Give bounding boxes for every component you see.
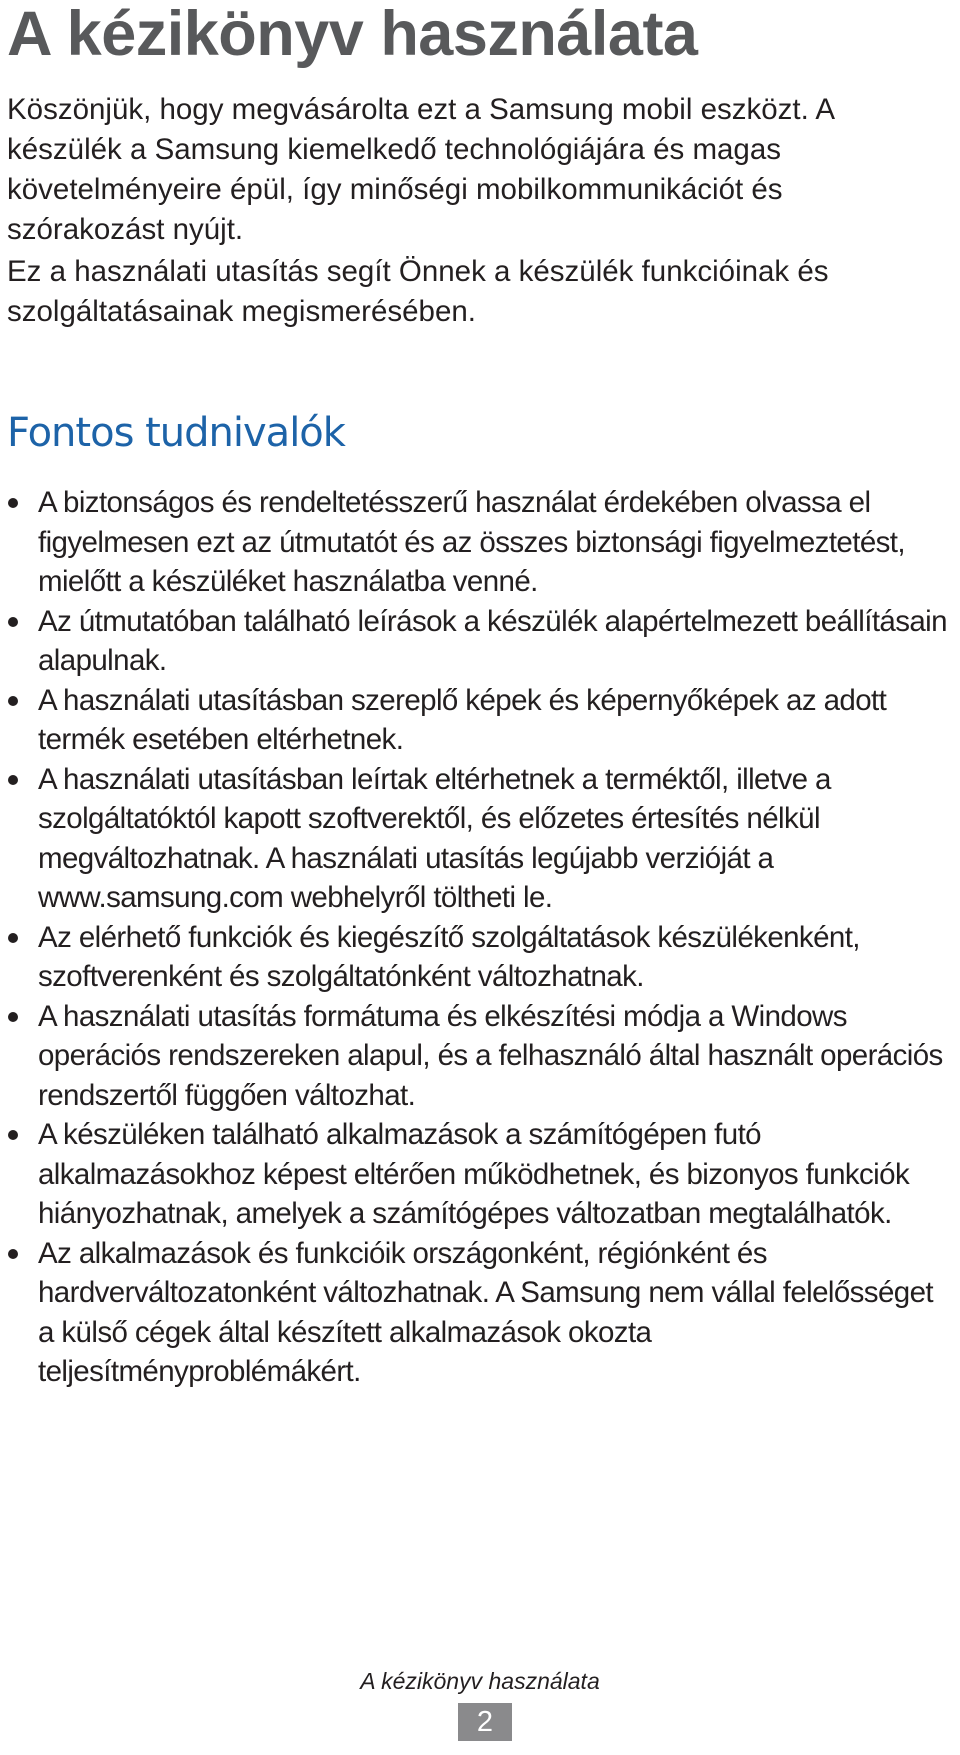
notice-text: A biztonságos és rendeltetésszerű használat érdekében olvassa el figyelmesen ezt az útmutatót és az összes biztonsági figyelmeztetést, mielőtt a készüléket használatba venné. [38,486,905,598]
intro-paragraph: Köszönjük, hogy megvásárolta ezt a Samsung mobil eszközt. A készülék a Samsung kiemelkedő technológiájára és magas követelményeire épül, így minőségi mobilkommunikációt és szórakozást nyújt. [7,93,834,246]
notice-item [0,681,960,760]
notice-text: Az útmutatóban található leírások a készülék alapértelmezett beállításain alapulnak. [38,604,947,677]
notice-item [0,602,960,681]
notice-text: A készüléken található alkalmazások a számítógépen futó alkalmazásokhoz képest eltérően működhetnek, és bizonyos funkciók hiányozhatnak, amelyek a számítógépes változatban megtalálhatók. [38,1118,910,1230]
bullet-icon [8,1012,18,1022]
notice-text: A használati utasítás formátuma és elkészítési módja a Windows operációs rendszereken alapul, és a felhasználó által használt operációs rendszertől függően változhat. [38,999,943,1112]
bullet-icon [8,933,18,943]
footer-section-label: A kézikönyv használata [360,1668,600,1694]
bullet-icon [8,696,18,706]
bullet-icon [8,498,18,508]
notice-list [0,483,960,1392]
notice-item [0,1115,960,1234]
bullet-icon [8,617,18,627]
notice-text: A használati utasításban szereplő képek és képernyőképek az adott termék esetében eltérhetnek. [38,683,887,756]
bullet-icon [8,1249,18,1259]
bullet-icon [8,775,18,785]
page-title: A kézikönyv használata [7,0,698,69]
notice-item [0,483,960,602]
notice-text: Az alkalmazások és funkcióik országonként, régiónként és hardverváltozatonként változhatnak. A Samsung nem vállal felelősséget a külső cégek által készített alkalmazások okozta teljesítményproblémákért. [38,1236,933,1388]
bullet-icon [8,1130,18,1140]
notice-item [0,918,960,997]
page-number: 2 [458,1703,512,1741]
section-title: Fontos tudnivalók [7,410,345,456]
notice-item [0,997,960,1116]
intro-paragraph: Ez a használati utasítás segít Önnek a készülék funkcióinak és szolgáltatásainak megismerésében. [7,255,829,328]
notice-item [0,760,960,918]
notice-text: A használati utasításban leírtak eltérhetnek a terméktől, illetve a szolgáltatóktól kapott szoftverektől, és előzetes értesítés nélkül megváltozhatnak. A használati utasítás legújabb verzióját a www.samsung.com webhelyről töltheti le. [38,762,831,914]
notice-item [0,1234,960,1392]
notice-text: Az elérhető funkciók és kiegészítő szolgáltatások készülékenként, szoftverenként és szolgáltatónként változhatnak. [38,920,860,993]
intro-text [7,90,947,332]
